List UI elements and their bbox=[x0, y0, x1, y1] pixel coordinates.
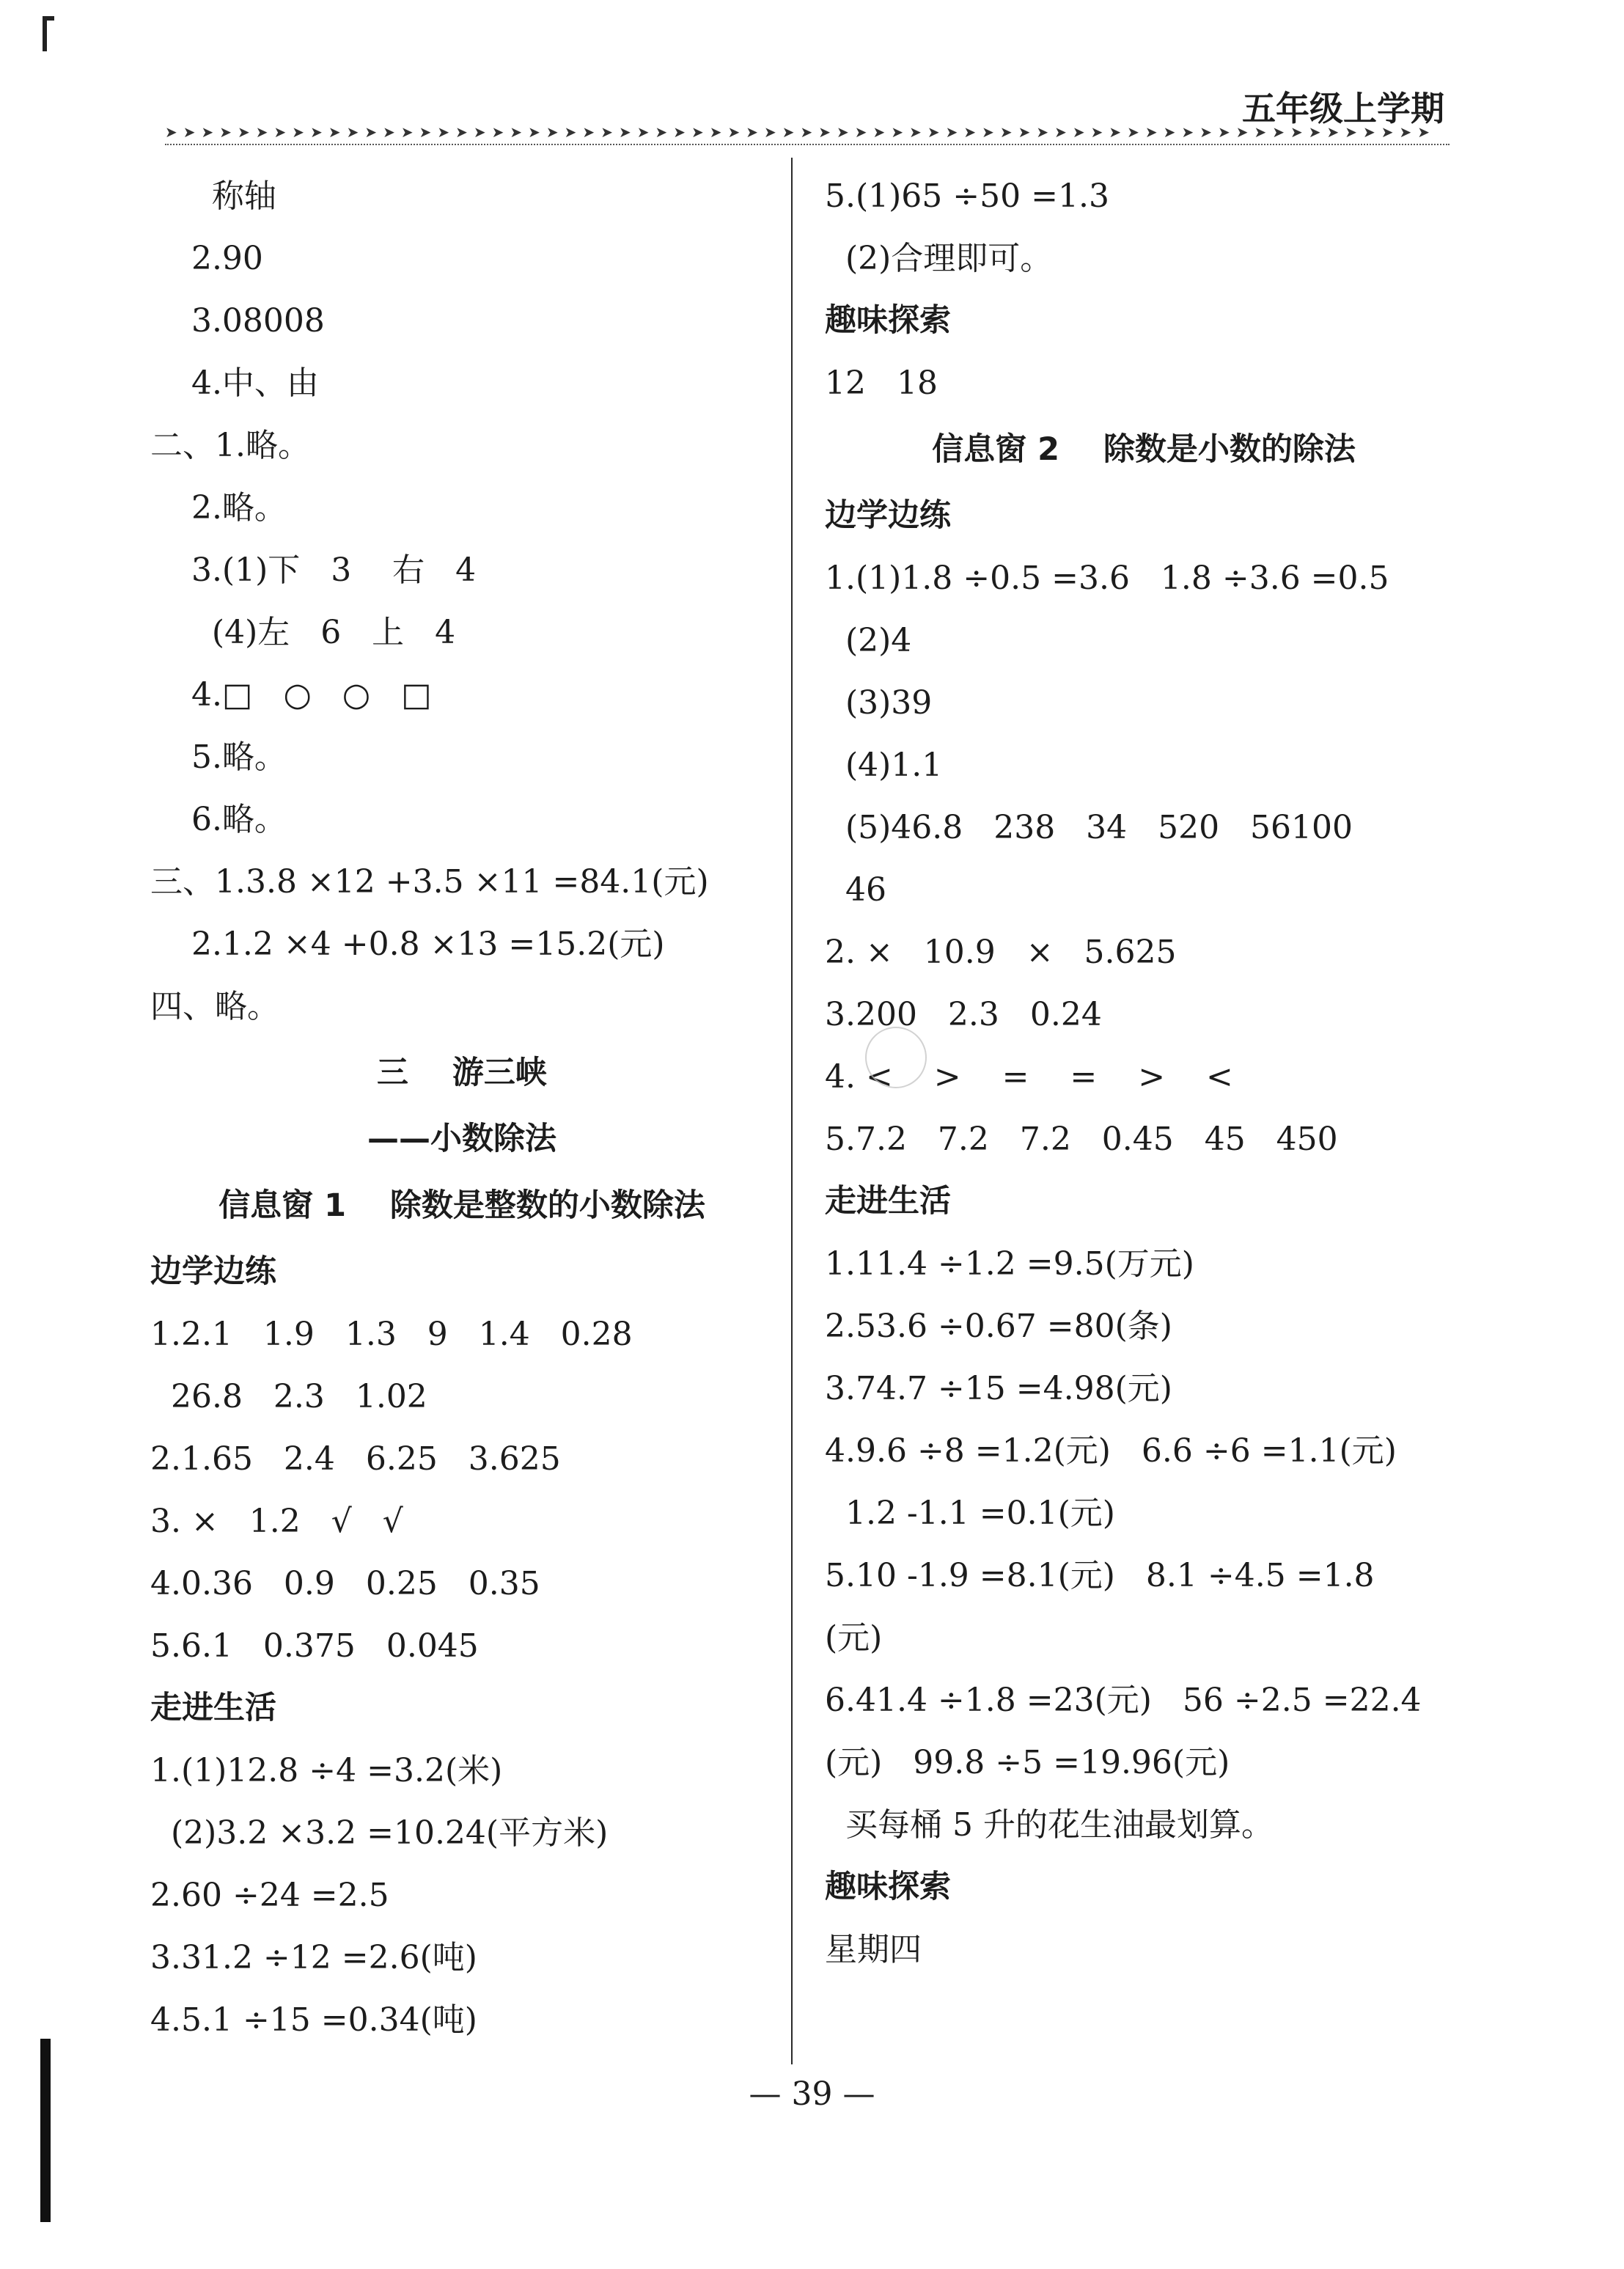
answer-line: 4.0.36 0.9 0.25 0.35 bbox=[150, 1565, 540, 1602]
answer-line: 称轴 bbox=[150, 177, 276, 215]
answer-line: 4.中、由 bbox=[150, 364, 319, 402]
answer-line: 1.11.4 ÷1.2 =9.5(万元) bbox=[825, 1245, 1194, 1283]
answer-line: 2.53.6 ÷0.67 =80(条) bbox=[825, 1308, 1172, 1345]
answer-line: 12 18 bbox=[825, 364, 938, 402]
answer-line: 2.1.2 ×4 +0.8 ×13 =15.2(元) bbox=[150, 925, 665, 963]
answer-line: 46 bbox=[825, 871, 886, 909]
answer-line: (2)合理即可。 bbox=[825, 240, 1053, 277]
answer-line: 2.90 bbox=[150, 240, 263, 277]
answer-line: 5.7.2 7.2 7.2 0.45 45 450 bbox=[825, 1121, 1338, 1158]
header-rule bbox=[165, 144, 1450, 145]
section-heading: 信息窗 2 除数是小数的除法 bbox=[932, 431, 1356, 468]
answer-line: 2.1.65 2.4 6.25 3.625 bbox=[150, 1440, 561, 1478]
answer-line: (2)3.2 ×3.2 =10.24(平方米) bbox=[150, 1814, 609, 1852]
answer-line: 1.(1)12.8 ÷4 =3.2(米) bbox=[150, 1752, 503, 1789]
section-heading: 信息窗 1 除数是整数的小数除法 bbox=[218, 1187, 705, 1224]
answer-line: 6.略。 bbox=[150, 801, 287, 838]
answer-line: 2.60 ÷24 =2.5 bbox=[150, 1877, 389, 1914]
answer-line: 5.6.1 0.375 0.045 bbox=[150, 1627, 479, 1665]
corner-mark bbox=[43, 16, 47, 51]
watermark-stamp bbox=[865, 1027, 927, 1088]
answer-line: 2.略。 bbox=[150, 489, 287, 527]
corner-mark bbox=[43, 16, 54, 21]
answer-line: 3.(1)下 3 右 4 bbox=[150, 551, 477, 589]
answer-line: 1.(1)1.8 ÷0.5 =3.6 1.8 ÷3.6 =0.5 bbox=[825, 560, 1389, 597]
answer-line: 4.5.1 ÷15 =0.34(吨) bbox=[150, 2001, 477, 2039]
page-number: — 39 — bbox=[749, 2075, 875, 2113]
answer-line: 1.2 -1.1 =0.1(元) bbox=[825, 1495, 1115, 1532]
answer-line: 6.41.4 ÷1.8 =23(元) 56 ÷2.5 =22.4 bbox=[825, 1682, 1422, 1719]
answer-line: (5)46.8 238 34 520 56100 bbox=[825, 809, 1353, 846]
answer-line: 三、1.3.8 ×12 +3.5 ×11 =84.1(元) bbox=[150, 863, 709, 901]
answer-line: 5.10 -1.9 =8.1(元) 8.1 ÷4.5 =1.8 bbox=[825, 1557, 1375, 1594]
answer-line: 2. × 10.9 × 5.625 bbox=[825, 934, 1177, 971]
answer-line: 4.□ ○ ○ □ bbox=[150, 676, 432, 714]
subsection-heading: 走进生活 bbox=[825, 1183, 951, 1220]
answer-line: 二、1.略。 bbox=[150, 427, 310, 464]
answer-line: 4. < > = = > < bbox=[825, 1058, 1233, 1096]
answer-line: (元) bbox=[825, 1619, 883, 1657]
answer-line: (4)1.1 bbox=[825, 747, 943, 784]
answer-line: 星期四 bbox=[825, 1931, 922, 1968]
answer-line: 买每桶 5 升的花生油最划算。 bbox=[825, 1806, 1274, 1844]
subsection-heading: 趣味探索 bbox=[825, 1869, 951, 1905]
answer-line: 3.08008 bbox=[150, 302, 325, 340]
answer-line: 5.(1)65 ÷50 =1.3 bbox=[825, 177, 1109, 215]
answer-line: (元) 99.8 ÷5 =19.96(元) bbox=[825, 1744, 1230, 1781]
answer-line: 5.略。 bbox=[150, 738, 287, 776]
column-divider bbox=[791, 158, 793, 2064]
left-column bbox=[150, 165, 774, 2051]
subsection-heading: 趣味探索 bbox=[825, 302, 951, 339]
answer-line: 1.2.1 1.9 1.3 9 1.4 0.28 bbox=[150, 1316, 633, 1353]
unit-title: 三 游三峡 bbox=[377, 1055, 547, 1091]
answer-line: 3.200 2.3 0.24 bbox=[825, 996, 1102, 1033]
subsection-heading: 边学边练 bbox=[825, 497, 951, 534]
subsection-heading: 边学边练 bbox=[150, 1253, 276, 1290]
answer-line: 3. × 1.2 √ √ bbox=[150, 1503, 403, 1540]
answer-line: (2)4 bbox=[825, 622, 912, 659]
scan-edge-shadow bbox=[40, 2039, 51, 2222]
arrow-rule: ➤➤➤➤➤➤➤➤➤➤➤➤➤➤➤➤➤➤➤➤➤➤➤➤➤➤➤➤➤➤➤➤➤➤➤➤➤➤➤➤➤➤➤➤➤➤➤➤➤➤➤➤➤➤➤➤➤➤➤➤➤➤➤➤➤➤➤➤➤➤ bbox=[165, 125, 1436, 139]
answer-line: 26.8 2.3 1.02 bbox=[150, 1378, 427, 1415]
answer-line: 四、略。 bbox=[150, 988, 279, 1025]
subsection-heading: 走进生活 bbox=[150, 1690, 276, 1726]
header-title: 五年级上学期 bbox=[1242, 89, 1444, 128]
answer-line: 4.9.6 ÷8 =1.2(元) 6.6 ÷6 =1.1(元) bbox=[825, 1432, 1397, 1470]
answer-line: 3.31.2 ÷12 =2.6(吨) bbox=[150, 1939, 477, 1976]
answer-line: (4)左 6 上 4 bbox=[150, 614, 456, 651]
unit-subtitle: ——小数除法 bbox=[367, 1121, 556, 1157]
answer-line: 3.74.7 ÷15 =4.98(元) bbox=[825, 1370, 1172, 1407]
answer-line: (3)39 bbox=[825, 684, 933, 722]
